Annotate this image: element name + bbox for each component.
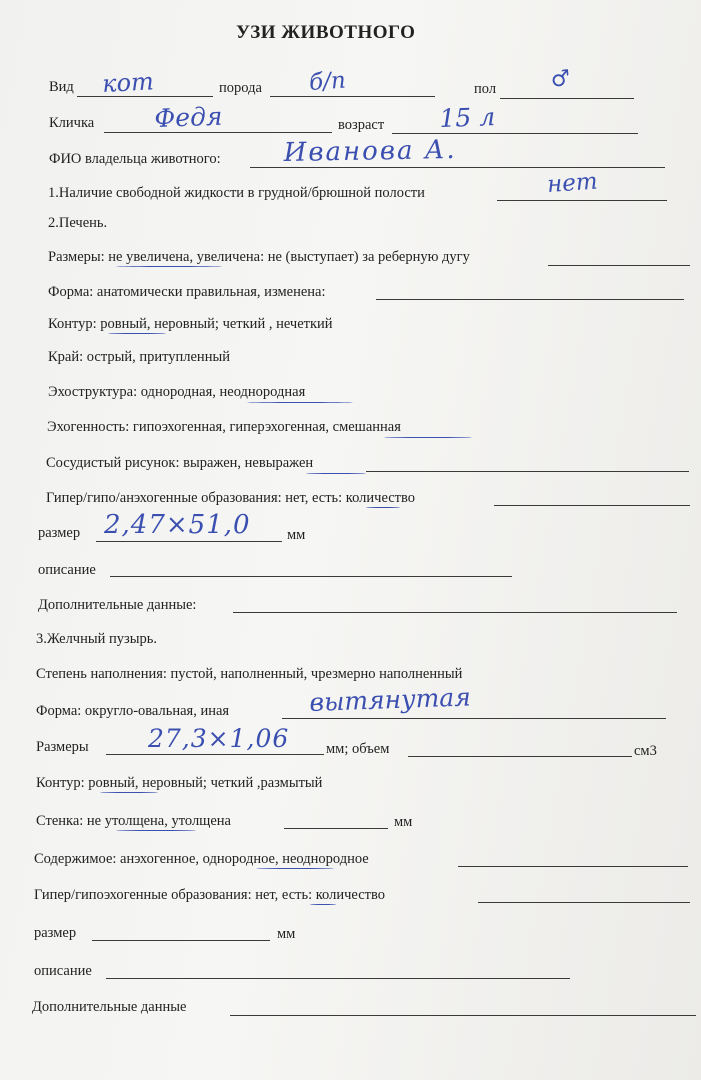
liver-lesion-size-field[interactable] [96, 541, 282, 542]
liver-echogenicity: Эхогенность: гипоэхогенная, гиперэхогенная, смешанная [47, 419, 401, 435]
underline-mark [256, 868, 334, 869]
gallbladder-content-label: Содержимое: анэхогенное, однородное, неоднородное [34, 851, 369, 867]
gallbladder-size-label: Размеры [36, 739, 89, 755]
gallbladder-shape-field[interactable] [282, 718, 666, 719]
liver-description-label: описание [38, 562, 96, 578]
underline-mark [108, 333, 166, 334]
age-label: возраст [338, 117, 385, 133]
underline-mark [100, 792, 158, 793]
cm3-unit: см3 [634, 743, 657, 759]
underline-mark [306, 473, 366, 474]
age-field[interactable] [392, 133, 638, 134]
underline-mark [116, 266, 222, 267]
breed-label: порода [219, 80, 262, 96]
underline-mark [310, 904, 336, 905]
free-fluid-label: 1.Наличие свободной жидкости в грудной/брюшной полости [48, 185, 425, 201]
underline-mark [247, 402, 353, 403]
underline-mark [384, 437, 472, 438]
liver-contour: Контур: ровный, неровный; четкий , нечеткий [48, 316, 333, 332]
gallbladder-title: 3.Желчный пузырь. [36, 631, 157, 647]
liver-vascular-field[interactable] [366, 471, 689, 472]
mm-unit: мм [287, 527, 306, 543]
liver-lesion-size-label: размер [38, 525, 81, 541]
liver-size: Размеры: не увеличена, увеличена: не (выступает) за реберную дугу [48, 249, 470, 265]
free-fluid-field[interactable] [497, 200, 667, 201]
gallbladder-size2-label: размер [34, 925, 77, 941]
liver-extra-label: Дополнительные данные: [38, 597, 197, 613]
gallbladder-extra-field[interactable] [230, 1015, 696, 1016]
gallbladder-size-field[interactable] [106, 754, 324, 755]
gallbladder-formations-count-field[interactable] [478, 902, 690, 903]
gallbladder-shape-value: вытянутая [308, 682, 472, 717]
form-title: УЗИ ЖИВОТНОГО [236, 22, 416, 43]
gallbladder-size-value: 27,3×1,06 [148, 724, 290, 753]
liver-formations-count-field[interactable] [494, 505, 690, 506]
sex-label: пол [474, 81, 497, 97]
sex-field[interactable] [500, 98, 634, 99]
breed-value: б/п [308, 67, 347, 96]
gallbladder-formations-label: Гипер/гипоэхогенные образования: нет, есть: количество [34, 887, 385, 903]
liver-extra-field[interactable] [233, 612, 677, 613]
underline-mark [366, 507, 400, 508]
sex-value: ♂ [549, 66, 572, 93]
breed-field[interactable] [270, 96, 435, 97]
gallbladder-volume-label: мм; объем [326, 741, 390, 757]
gallbladder-description-label: описание [34, 963, 92, 979]
species-value: кот [101, 67, 155, 98]
liver-lesion-size-value: 2,47×51,0 [104, 510, 251, 540]
liver-title: 2.Печень. [48, 215, 108, 231]
liver-shape: Форма: анатомически правильная, изменена: [48, 284, 326, 300]
name-label: Кличка [49, 115, 95, 131]
gallbladder-description-field[interactable] [106, 978, 570, 979]
gallbladder-filling: Степень наполнения: пустой, наполненный, чрезмерно наполненный [36, 666, 463, 682]
name-value: Федя [153, 101, 223, 133]
liver-shape-field[interactable] [376, 299, 684, 300]
gallbladder-contour: Контур: ровный, неровный; четкий ,размытый [36, 775, 323, 791]
liver-vascular: Сосудистый рисунок: выражен, невыражен [46, 455, 314, 471]
liver-edge: Край: острый, притупленный [48, 349, 230, 365]
species-label: Вид [49, 79, 74, 95]
gallbladder-size2-field[interactable] [92, 940, 270, 941]
mm-unit: мм [394, 814, 413, 830]
gallbladder-content-field[interactable] [458, 866, 688, 867]
gallbladder-shape-label: Форма: округло-овальная, иная [36, 703, 230, 719]
age-value: 15 л [438, 102, 496, 133]
underline-mark [116, 830, 196, 831]
gallbladder-volume-field[interactable] [408, 756, 632, 757]
name-field[interactable] [104, 132, 332, 133]
gallbladder-wall-field[interactable] [284, 828, 388, 829]
species-field[interactable] [77, 96, 213, 97]
owner-value: Иванова А. [283, 134, 457, 168]
liver-size-field[interactable] [548, 265, 690, 266]
gallbladder-wall-label: Стенка: не утолщена, утолщена [36, 813, 231, 829]
free-fluid-value: нет [546, 168, 599, 198]
mm-unit: мм [277, 926, 296, 942]
gallbladder-extra-label: Дополнительные данные [32, 999, 187, 1015]
liver-formations: Гипер/гипо/анэхогенные образования: нет, есть: количество [46, 490, 416, 506]
owner-label: ФИО владельца животного: [49, 151, 221, 167]
liver-echostructure: Эхоструктура: однородная, неоднородная [48, 384, 306, 400]
liver-description-field[interactable] [110, 576, 512, 577]
